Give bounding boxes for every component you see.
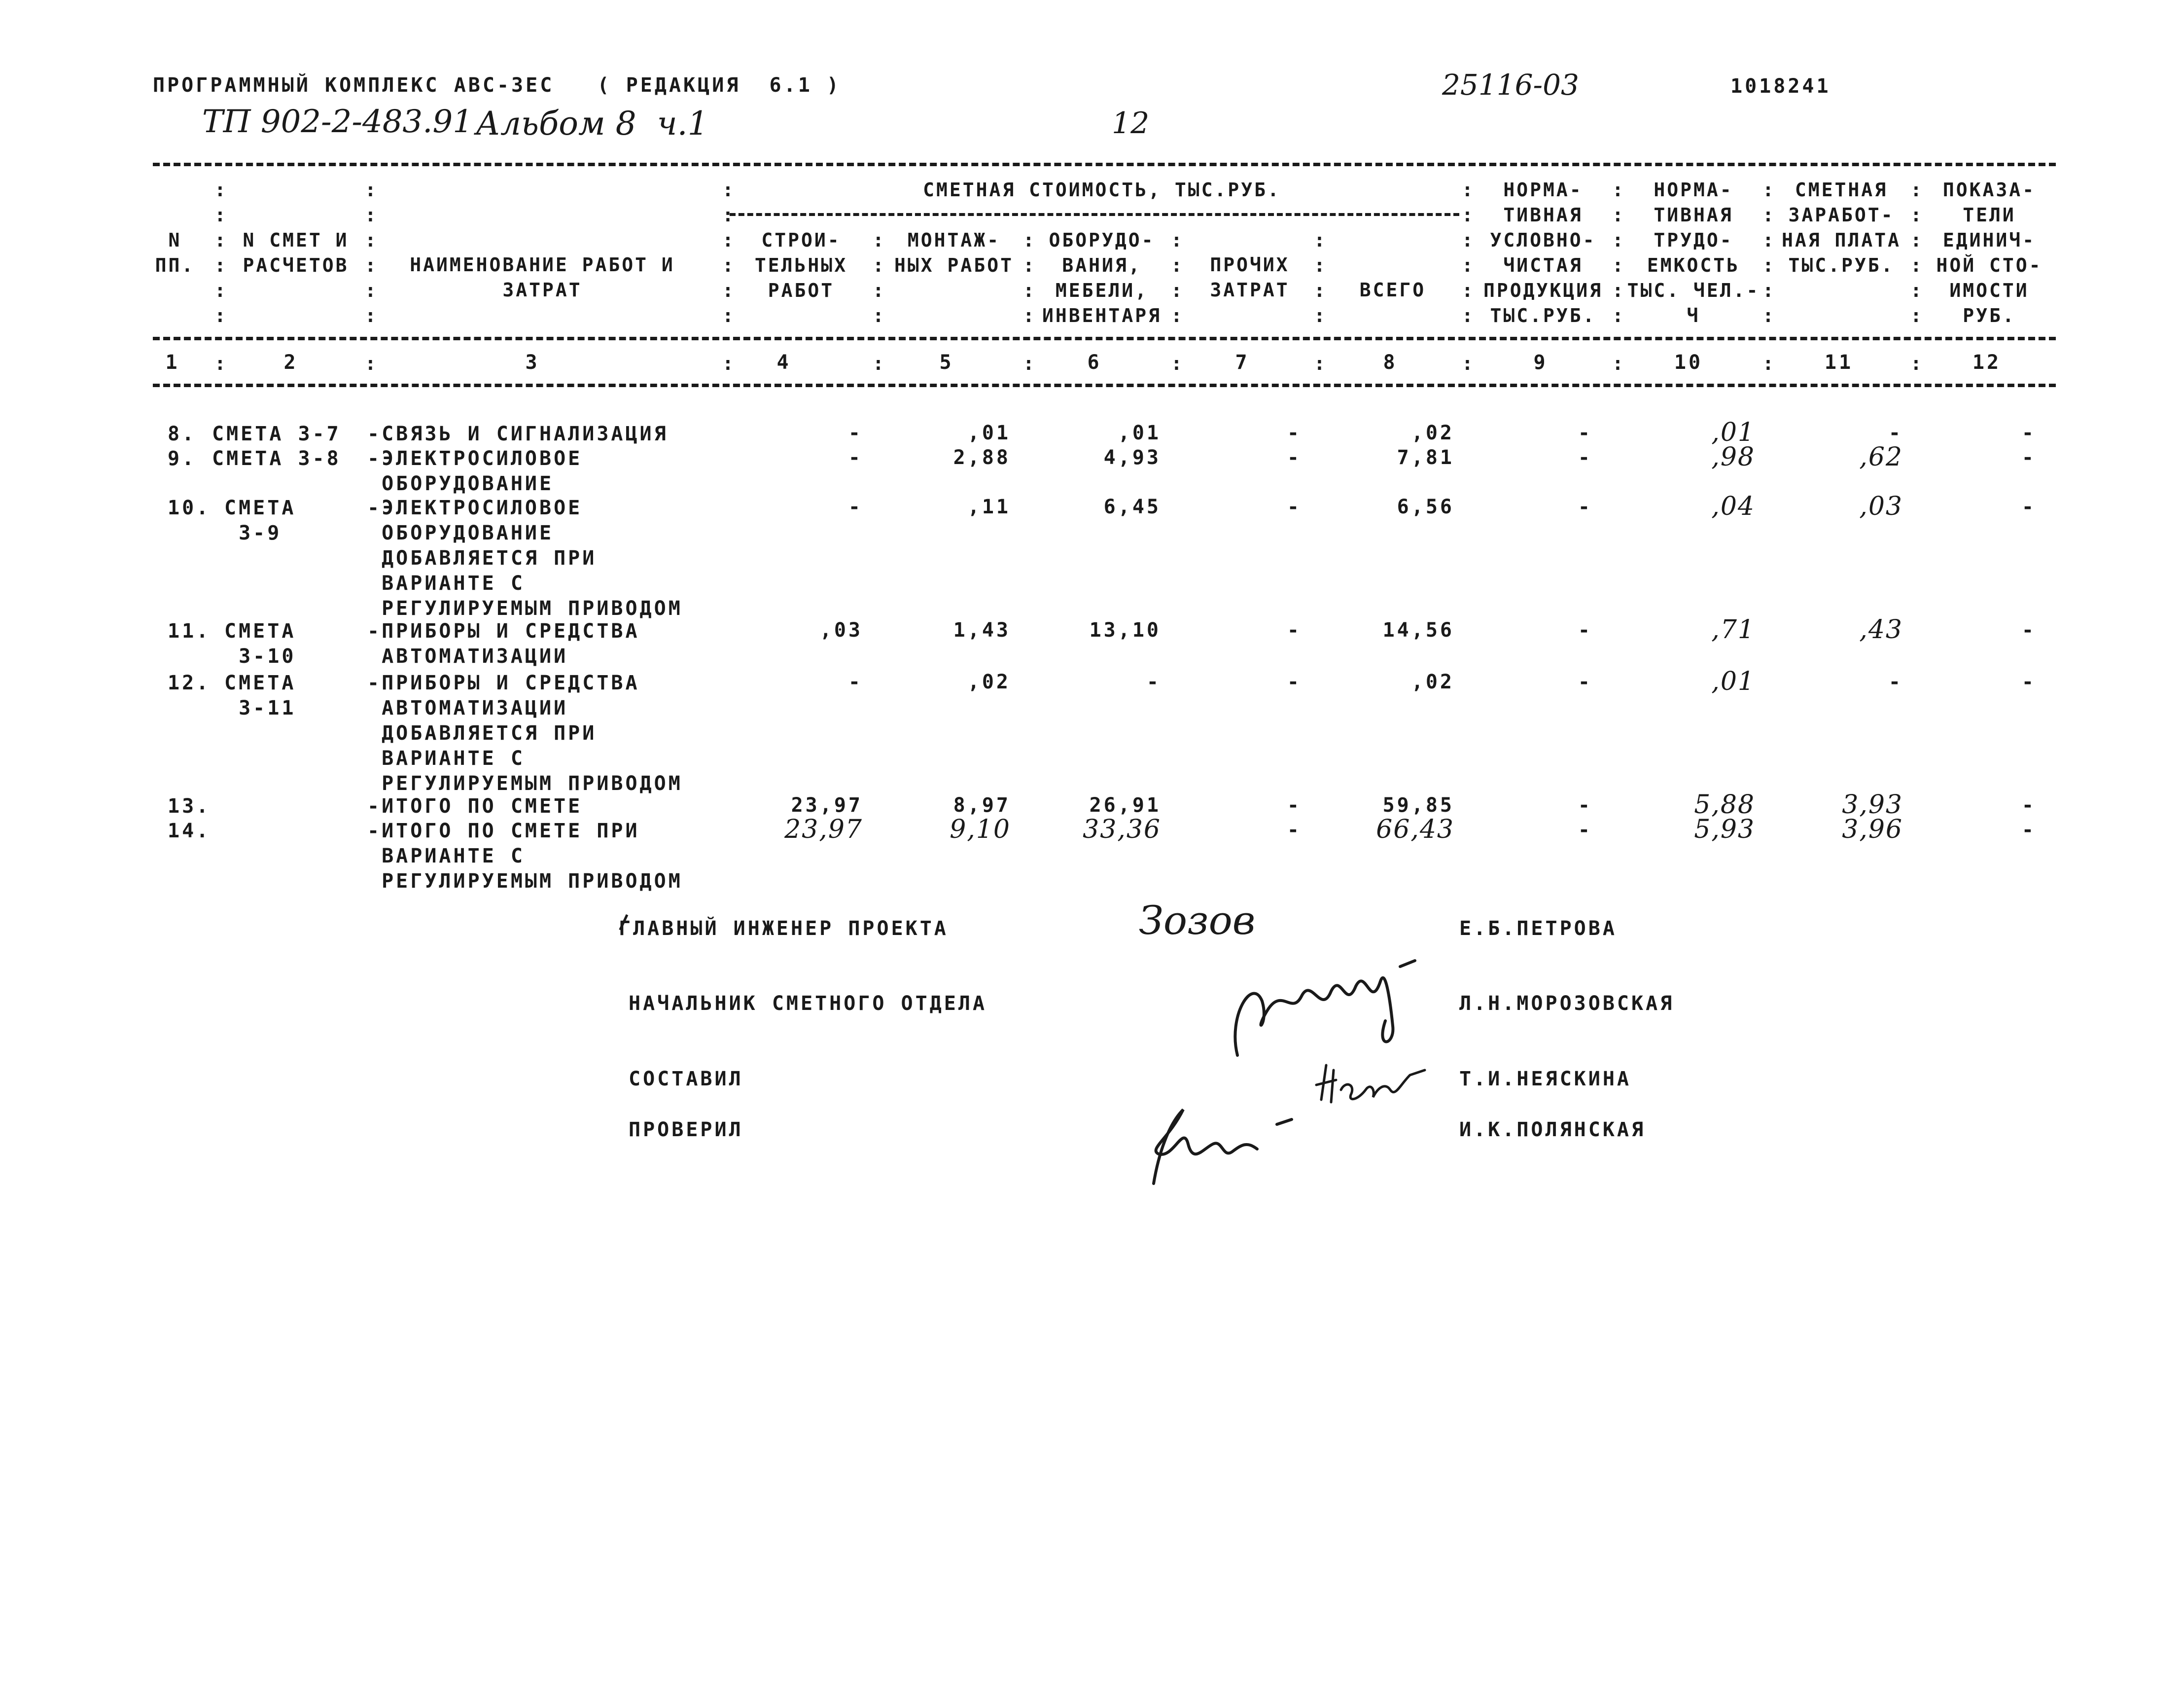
row-value-c7: - (1287, 619, 1302, 642)
row-value-c11: - (1888, 671, 1903, 693)
col-number: 3 (525, 351, 540, 374)
signature-name: И.К.ПОЛЯНСКАЯ (1459, 1118, 1646, 1141)
table-header-rule (153, 337, 2056, 340)
col-separator: : (1023, 353, 1034, 374)
row-value-c11: ,43 (1859, 615, 1903, 645)
row-value-c7: - (1287, 794, 1302, 817)
col-header-total: ВСЕГО (1359, 279, 1426, 301)
handwritten-project-ref: ТП 902-2-483.91 (202, 104, 473, 140)
col-header-group-cost: СМЕТНАЯ СТОИМОСТЬ, ТЫС.РУБ. (923, 179, 1281, 201)
row-value-c9: - (1578, 794, 1592, 817)
row-value-c6: 4,93 (1103, 446, 1161, 469)
row-value-c7: - (1287, 671, 1302, 693)
signature-role: ГЛАВНЫЙ ИНЖЕНЕР ПРОЕКТА (619, 917, 949, 940)
col-header-labor: НОРМА- ТИВНАЯ ТРУДО- ЕМКОСТЬ ТЫС. ЧЕЛ.-Ч (1627, 179, 1760, 326)
row-estimate: СМЕТА 3-11 (224, 672, 296, 719)
col-number: 6 (1087, 351, 1102, 374)
row-value-c8: ,02 (1411, 671, 1454, 693)
col-separator: : (214, 353, 226, 374)
row-number: 9. (168, 447, 197, 470)
row-value-c7: - (1287, 422, 1302, 444)
signature-name: Е.Б.ПЕТРОВА (1459, 917, 1617, 940)
row-number: 12. (168, 672, 211, 694)
row-work-name: -ЭЛЕКТРОСИЛОВОЕ ОБОРУДОВАНИЕ ДОБАВЛЯЕТСЯ ПРИ ВАРИАНТЕ С РЕГУЛИРУЕМЫМ ПРИВОДОМ (367, 497, 683, 620)
row-value-c10: ,01 (1711, 667, 1755, 696)
row-value-c12: - (2021, 446, 2036, 469)
signature-role: НАЧАЛЬНИК СМЕТНОГО ОТДЕЛА (629, 992, 987, 1015)
col-number: 12 (1972, 351, 2002, 374)
row-number: 8. (168, 423, 197, 445)
row-value-c8: 66,43 (1376, 815, 1454, 844)
row-value-c5: ,01 (967, 422, 1011, 444)
col-separator: : : : : : : (214, 179, 226, 326)
row-number: 13. (168, 795, 211, 818)
row-number: 11. (168, 620, 211, 643)
signature-neyaskina (1311, 1055, 1440, 1110)
row-value-c5: 2,88 (953, 446, 1011, 469)
col-separator: : (365, 353, 376, 374)
col-number: 2 (283, 351, 298, 374)
row-value-c9: - (1578, 422, 1592, 444)
col-separator: : (1612, 353, 1623, 374)
col-separator: : (873, 353, 884, 374)
doc-number: 1018241 (1730, 75, 1831, 98)
row-value-c11: 3,93 (1842, 790, 1903, 820)
signature-name: Т.И.НЕЯСКИНА (1459, 1068, 1631, 1090)
handwritten-album: Альбом 8 ч.1 (476, 105, 708, 143)
row-value-c10: ,98 (1711, 442, 1755, 472)
col-separator: : : : : : : (1462, 179, 1473, 326)
col-separator: : : : : (1023, 229, 1034, 326)
col-separator: : : : : (873, 229, 884, 326)
row-value-c4: - (848, 446, 863, 469)
row-value-c8: 59,85 (1382, 794, 1454, 817)
row-work-name: -ИТОГО ПО СМЕТЕ ПРИ ВАРИАНТЕ С РЕГУЛИРУЕМЫМ ПРИВОДОМ (367, 820, 683, 893)
row-value-c12: - (2021, 619, 2036, 642)
row-value-c7: - (1287, 446, 1302, 469)
col-number: 11 (1824, 351, 1854, 374)
row-value-c12: - (2021, 794, 2036, 817)
signature-role: ПРОВЕРИЛ (629, 1118, 743, 1141)
row-value-c4: 23,97 (784, 815, 863, 844)
row-estimate: СМЕТА 3-9 (224, 497, 296, 544)
col-header-name: НАИМЕНОВАНИЕ РАБОТ И ЗАТРАТ (410, 254, 675, 301)
row-value-c8: ,02 (1411, 422, 1454, 444)
col-header-unit-cost: ПОКАЗА- ТЕЛИ ЕДИНИЧ- НОЙ СТО- ИМОСТИ РУБ. (1936, 179, 2043, 326)
row-value-c6: ,01 (1118, 422, 1161, 444)
row-value-c7: - (1287, 819, 1302, 841)
row-value-c12: - (2021, 422, 2036, 444)
col-separator: : (722, 353, 734, 374)
row-value-c9: - (1578, 819, 1592, 841)
row-estimate: СМЕТА 3-7 (212, 423, 341, 445)
row-value-c6: 26,91 (1089, 794, 1161, 817)
row-value-c10: ,04 (1711, 492, 1755, 521)
col-separator: : : : : : : (722, 179, 734, 326)
handwritten-signature-chief: Зозов (1139, 898, 1256, 943)
row-value-c7: - (1287, 496, 1302, 518)
table-body-rule (153, 384, 2056, 387)
col-header-other: ПРОЧИХ ЗАТРАТ (1210, 254, 1290, 301)
row-value-c5: ,02 (967, 671, 1011, 693)
row-value-c4: - (848, 422, 863, 444)
col-separator: : (1462, 353, 1473, 374)
col-separator: : (1762, 353, 1774, 374)
col-separator: : (1910, 353, 1922, 374)
col-number: 5 (939, 351, 954, 374)
row-value-c9: - (1578, 671, 1592, 693)
signature-polyanskaya (1139, 1095, 1297, 1193)
row-work-name: -ПРИБОРЫ И СРЕДСТВА АВТОМАТИЗАЦИИ (367, 620, 640, 668)
row-value-c8: 7,81 (1397, 446, 1454, 469)
row-value-c10: ,01 (1711, 418, 1755, 447)
col-header-equipment: ОБОРУДО- ВАНИЯ, МЕБЕЛИ, ИНВЕНТАРЯ (1042, 229, 1162, 326)
col-number: 9 (1533, 351, 1548, 374)
row-value-c4: - (848, 671, 863, 693)
col-header-normative-product: НОРМА- ТИВНАЯ УСЛОВНО- ЧИСТАЯ ПРОДУКЦИЯ ТЫС.РУБ. (1483, 179, 1603, 326)
row-value-c5: 1,43 (953, 619, 1011, 642)
signature-morozovskaya (1223, 957, 1430, 1070)
col-separator: : (1314, 353, 1325, 374)
row-value-c6: 13,10 (1089, 619, 1161, 642)
col-header-wages: СМЕТНАЯ ЗАРАБОТ- НАЯ ПЛАТА ТЫС.РУБ. (1782, 179, 1901, 276)
row-value-c11: ,03 (1859, 492, 1903, 521)
row-work-name: -ПРИБОРЫ И СРЕДСТВА АВТОМАТИЗАЦИИ ДОБАВЛЯЕТСЯ ПРИ ВАРИАНТЕ С РЕГУЛИРУЕМЫМ ПРИВОДОМ (367, 672, 683, 795)
row-value-c6: 6,45 (1103, 496, 1161, 518)
col-separator: : : : : : : (1910, 179, 1922, 326)
row-value-c4: ,03 (819, 619, 863, 642)
col-number: 8 (1383, 351, 1398, 374)
col-separator: : : : : : : (1612, 179, 1623, 326)
col-separator: : : : : (1314, 229, 1325, 326)
row-number: 14. (168, 820, 211, 842)
row-value-c5: ,11 (967, 496, 1011, 518)
col-separator: : (1171, 353, 1182, 374)
signature-role: СОСТАВИЛ (629, 1068, 743, 1090)
col-number: 1 (165, 351, 180, 374)
row-value-c12: - (2021, 671, 2036, 693)
row-value-c10: ,71 (1711, 615, 1755, 645)
row-value-c12: - (2021, 819, 2036, 841)
row-value-c9: - (1578, 496, 1592, 518)
table-top-rule (153, 163, 2056, 166)
row-value-c12: - (2021, 496, 2036, 518)
col-number: 10 (1674, 351, 1703, 374)
handwritten-page-number: 12 (1112, 106, 1150, 141)
row-value-c5: 9,10 (950, 815, 1011, 844)
row-value-c10: 5,88 (1694, 790, 1755, 820)
group-rule (730, 213, 1459, 216)
row-value-c11: - (1888, 422, 1903, 444)
col-separator: : : : : : : (365, 179, 376, 326)
col-number: 4 (776, 351, 791, 374)
row-value-c9: - (1578, 446, 1592, 469)
row-work-name: -ЭЛЕКТРОСИЛОВОЕ ОБОРУДОВАНИЕ (367, 447, 583, 495)
handwritten-doc-code: 25116-03 (1442, 68, 1579, 102)
row-value-c6: 33,36 (1083, 815, 1161, 844)
row-estimate: СМЕТА 3-8 (212, 447, 341, 470)
row-value-c11: 3,96 (1842, 815, 1903, 844)
row-number: 10. (168, 497, 211, 519)
col-header-n: N ПП. (155, 229, 195, 276)
row-value-c8: 6,56 (1397, 496, 1454, 518)
row-value-c11: ,62 (1859, 442, 1903, 472)
row-work-name: -ИТОГО ПО СМЕТЕ (367, 795, 583, 818)
row-work-name: -СВЯЗЬ И СИГНАЛИЗАЦИЯ (367, 423, 669, 445)
program-title: ПРОГРАММНЫЙ КОМПЛЕКС АВС-3ЕС ( РЕДАКЦИЯ 6.1 ) (153, 74, 841, 97)
signature-name: Л.Н.МОРОЗОВСКАЯ (1459, 992, 1675, 1015)
row-value-c5: 8,97 (953, 794, 1011, 817)
col-number: 7 (1235, 351, 1250, 374)
row-estimate: СМЕТА 3-10 (224, 620, 296, 668)
col-separator: : : : : (1171, 229, 1182, 326)
row-value-c10: 5,93 (1694, 815, 1755, 844)
row-value-c6: - (1146, 671, 1161, 693)
col-header-installation: МОНТАЖ- НЫХ РАБОТ (894, 229, 1014, 276)
row-value-c9: - (1578, 619, 1592, 642)
col-header-construction: СТРОИ- ТЕЛЬНЫХ РАБОТ (754, 229, 848, 301)
col-header-estimate: N СМЕТ И РАСЧЕТОВ (243, 229, 349, 276)
row-value-c4: 23,97 (791, 794, 863, 817)
row-value-c8: 14,56 (1382, 619, 1454, 642)
col-separator: : : : : : : (1762, 179, 1774, 326)
row-value-c4: - (848, 496, 863, 518)
